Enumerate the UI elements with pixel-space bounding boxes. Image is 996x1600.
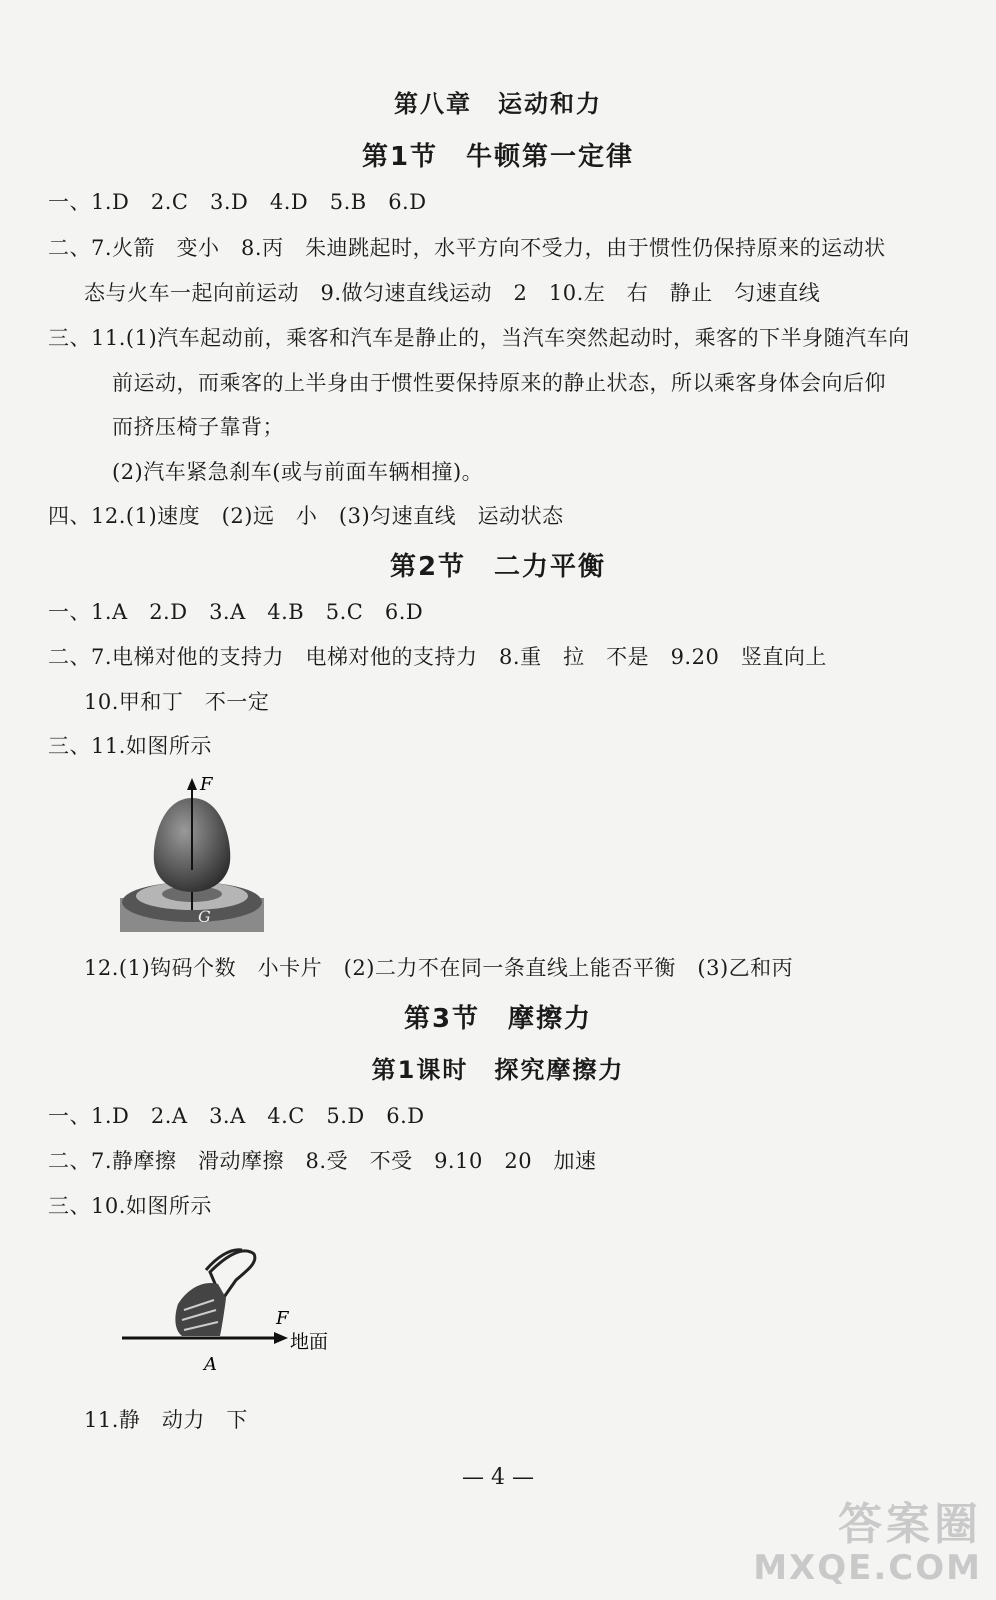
watermark-bottom: MXQE.COM [753,1548,982,1588]
answer-line: 前运动，而乘客的上半身由于惯性要保持原来的静止状态，所以乘客身体会向后仰 [112,371,886,395]
answer-line: 四、12.(1)速度 (2)远 小 (3)匀速直线 运动状态 [48,504,564,528]
watermark-logo [752,1500,982,1590]
answer-line: 一、1.A 2.D 3.A 4.B 5.C 6.D [48,600,424,624]
answer-line: 态与火车一起向前运动 9.做匀速直线运动 2 10.左 右 静止 匀速直线 [84,281,821,305]
chapter-title: 第八章 运动和力 [394,90,602,118]
force-label: F [200,774,213,795]
shoe-friction-figure [118,1240,348,1380]
answer-line: 三、11.如图所示 [48,734,212,758]
section-3-title: 第3节 摩擦力 [403,1004,593,1034]
page-number: — 4 — [462,1465,534,1490]
arrow-head [187,778,197,790]
answer-line: 10.甲和丁 不一定 [84,690,270,714]
gravity-label: G [198,907,211,926]
answer-line: (2)汽车紧急刹车(或与前面车辆相撞)。 [112,460,484,484]
answer-line: 三、10.如图所示 [48,1194,212,1218]
answer-line: 二、7.电梯对他的支持力 电梯对他的支持力 8.重 拉 不是 9.20 竖直向上 [48,645,827,669]
watermark-top: 答案圈 [838,1499,982,1550]
answer-line: 一、1.D 2.C 3.D 4.D 5.B 6.D [48,190,427,214]
answer-line: 二、7.火箭 变小 8.丙 朱迪跳起时，水平方向不受力，由于惯性仍保持原来的运动状 [48,236,886,260]
lesson-title: 第1课时 探究摩擦力 [371,1056,625,1084]
arrow-head [274,1332,288,1344]
answer-line: 三、11.(1)汽车起动前，乘客和汽车是静止的，当汽车突然起动时，乘客的下半身随汽车向 [48,326,910,350]
answer-line: 二、7.静摩擦 滑动摩擦 8.受 不受 9.10 20 加速 [48,1149,597,1173]
point-label: A [204,1354,217,1375]
ground-label: 地面 [290,1331,329,1353]
answer-line: 而挤压椅子靠背； [112,415,284,439]
section-1-title: 第1节 牛顿第一定律 [361,142,635,172]
egg-balance-figure [116,770,268,936]
answer-line: 11.静 动力 下 [84,1408,248,1432]
section-2-title: 第2节 二力平衡 [389,552,607,582]
force-label: F [276,1308,289,1329]
shoe [175,1283,226,1336]
answer-line: 一、1.D 2.A 3.A 4.C 5.D 6.D [48,1104,425,1128]
answer-line: 12.(1)钩码个数 小卡片 (2)二力不在同一条直线上能否平衡 (3)乙和丙 [84,956,794,980]
